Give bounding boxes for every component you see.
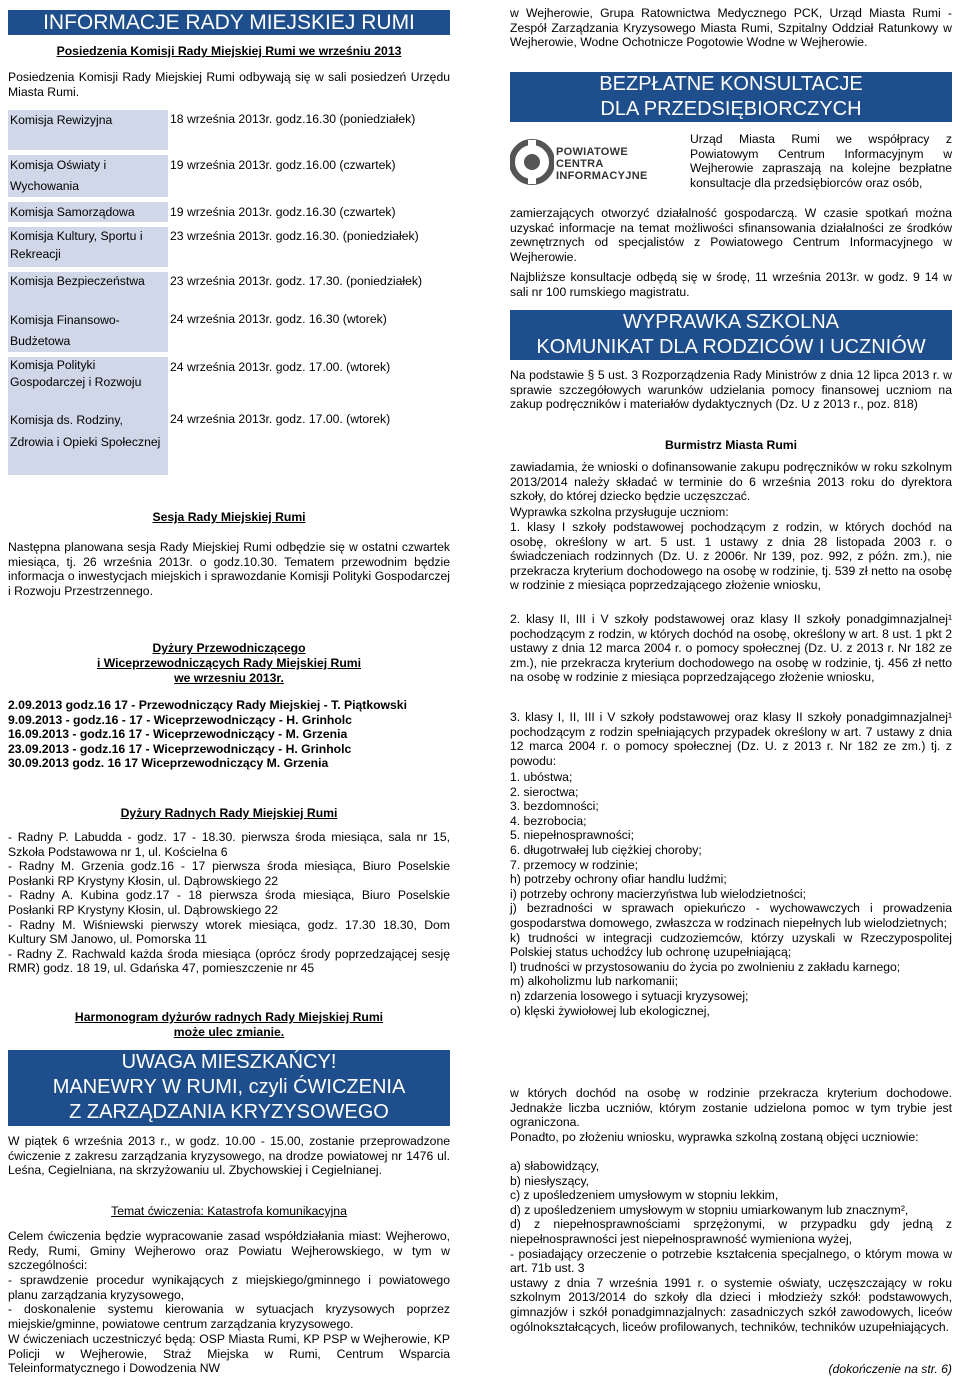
commission-name: Komisja Bezpieczeństwa [8,272,168,310]
manewry-banner [8,1050,450,1126]
commission-name: Komisja Samorządowa [8,202,168,222]
klasa-1-text: 1. klasy I szkoły podstawowej pochodzącym z rodzin, w których dochód na osobę, określony w art. 5 ust. 1 ustawy z dnia 28 listopada 2003 r. o świadczeniach rodzinnych (Dz. U. z 2006r. Nr 139, poz. 992, z późn. zm.), nie przekracza kryterium dochodowego na osobę w rodzinie, tj. 539 zł netto na osobę w rodzinie z miesiąca poprzedzającego złożenie wniosku, [510,520,952,593]
list-item: h) potrzeby ochrony ofiar handlu ludźmi; [510,872,727,887]
commission-date: 24 września 2013r. godz. 16.30 (wtorek) [170,312,387,326]
burmistrz-title: Burmistrz Miasta Rumi [664,438,798,452]
list-item: 2. sieroctwa; [510,784,579,799]
uwaga-line-1: UWAGA MIESZKAŃCY! [121,1051,337,1073]
list-item: o) klęski żywiołowej lub ekologicznej, [510,1003,710,1018]
temat-cwiczenia: Temat ćwiczenia: Katastrofa komunikacyjna [111,1204,347,1218]
banner-line-1: BEZPŁATNE KONSULTACJE [599,73,863,95]
list-item: 2.09.2013 godz.16 17 - Przewodniczący Rady Miejskiej - T. Piątkowski [8,698,407,712]
list-item: c) z upośledzeniem umysłowym w stopniu lekkim, [510,1188,779,1203]
list-item: ustawy z dnia 7 września 1991 r. o systemie oświaty, uczęszczający w roku szkolnym 2013/2014 do szkoły dla dzieci i młodzieży szkół: podstawowych, gimnazjów i szkół ponadgimnazjalnych: zasadniczych szkół zawodowych, liceów ogólnokształcących, liceów profilowanych, techników, techników uzupełniających. [510,1275,952,1334]
list-item: 30.09.2013 godz. 16 17 Wiceprzewodniczący M. Grzenia [8,756,329,771]
list-item: 4. bezrobocia; [510,813,587,828]
commission-date: 23 września 2013r. godz. 17.30. (poniedziałek) [170,274,423,288]
meetings-intro: Posiedzenia Komisji Rady Miejskiej Rumi odbywają się w sali posiedzeń Urzędu Miasta Rumi. [8,70,450,99]
session-title: Sesja Rady Miejskiej Rumi [152,510,306,524]
banner-line-2: KOMUNIKAT DLA RODZICÓW I UCZNIÓW [536,336,926,358]
pci-logo [510,132,678,192]
meetings-title: Posiedzenia Komisji Rady Miejskiej Rumi we wrześniu 2013 [56,44,402,58]
commission-date: 24 września 2013r. godz. 17.00. (wtorek) [170,412,391,426]
list-item: - Radny M. Grzenia godz.16 - 17 pierwsza środa miesiąca, Biuro Poselskie Posłanki RP Krystyny Kłosin, ul. Dąbrowskiego 22 [8,859,450,888]
commission-name: Komisja Polityki Gospodarczej i Rozwoju [8,357,168,409]
table-row [8,272,450,310]
radni-title: Dyżury Radnych Rady Miejskiej Rumi [120,806,338,820]
pci-logo-icon [510,134,554,190]
after-list-text: w których dochód na osobę w rodzinie przekracza kryterium dochodowe. Jednakże liczba uczniów, którym zostanie udzielona pomoc w tym trybie jest ograniczona. [510,1086,952,1130]
table-row [8,110,450,150]
commission-name: Komisja Rewizyjna [8,110,168,150]
duty-title-2: i Wiceprzewodniczących Rady Miejskiej Rumi [96,656,362,670]
council-header: INFORMACJE RADY MIEJSKIEJ RUMI [8,10,450,35]
list-item: k) trudności w integracji cudzoziemców, którzy uzyskali w Rzeczypospolitej Polskiej status uchodźcy lub ochronę uzupełniającą; [510,930,952,960]
list-item: l) trudności w przystosowaniu do życia po zwolnieniu z zakładu karnego; [510,959,901,974]
commission-name: Komisja Kultury, Sportu i Rekreacji [8,227,168,267]
commission-name: Komisja Oświaty i Wychowania [8,155,168,197]
list-item: - posiadający orzeczenie o potrzebie kształcenia specjalnego, o którym mowa w art. 71b ust. 3 [510,1246,952,1276]
table-row [8,155,450,197]
list-item: i) potrzeby ochrony macierzyństwa lub wielodzietności; [510,886,807,901]
list-item: m) alkoholizmu lub narkomanii; [510,974,678,989]
table-row [8,310,450,352]
commission-date: 23 września 2013r. godz.16.30. (poniedziałek) [170,229,419,243]
continuation-footer: (dokończenie na str. 6) [828,1362,952,1376]
list-item: - Radny Z. Rachwald każda środa miesiąca (oprócz środy poprzedzającej sesję RMR) godz. 18 19, ul. Gdańska 47, pomieszczenie nr 45 [8,946,450,976]
logo-line: CENTRA [556,158,604,170]
table-row [8,202,450,222]
radni-list [8,830,450,976]
list-item: d) z upośledzeniem umysłowym w stopniu umiarkowanym lub znacznym², [510,1202,909,1217]
harmonogram-2: może ulec zmianie. [173,1025,285,1039]
commission-name: Komisja Finansowo-Budżetowa [8,310,168,352]
list-item: a) słabowidzący, [510,1159,600,1173]
duty-title-1: Dyżury Przewodniczącego [152,641,306,655]
konsultacje-text: Urząd Miasta Rumi we współpracy z Powiatowym Centrum Informacyjnym w Wejherowie zapraszają na kolejne bezpłatne konsultacje dla przedsiębiorców oraz osób, [690,132,952,190]
banner-line-2: DLA PRZEDSIĘBIORCZYCH [600,98,862,120]
wyprawka-intro: Na podstawie § 5 ust. 3 Rozporządzenia Rady Ministrów z dnia 12 lipca 2013 r. w sprawie szczegółowych warunków udzielania pomocy finansowej uczniom na zakup podręczników i materiałów dydaktycznych (Dz. U z 2013 r., poz. 818) [510,368,952,412]
powody-list [510,770,952,1018]
table-row [8,409,450,475]
table-row [8,357,450,409]
logo-line: INFORMACYJNE [556,170,648,182]
list-item: d) z niepełnosprawnościami sprzężonymi, w przypadku gdy jedną z niepełnosprawności jest niepełnosprawność wymieniona wyżej, [510,1217,952,1246]
cel-text: Celem ćwiczenia będzie wypracowanie zasad współdziałania miast: Wejherowo, Redy, Rumi, Gminy Wejherowo oraz Powiatu Wejherowskiego, w tym w szczególności: [8,1229,450,1273]
list-item: 23.09.2013 - godz.16 17 - Wiceprzewodniczący - H. Grinholc [8,741,352,756]
list-item: 3. bezdomności; [510,799,599,814]
commission-date: 18 września 2013r. godz.16.30 (poniedziałek) [170,112,416,126]
konsultacje-banner [510,72,952,122]
uczniowie-list [510,1159,952,1334]
logo-line: POWIATOWE [556,146,628,158]
konsultacje-next: Najbliższe konsultacje odbędą się w środę, 11 września 2013r. w godz. 9 14 w sali nr 100 rumskiego magistratu. [510,270,952,299]
wyprawka-banner [510,310,952,360]
list-item: 9.09.2013 - godz.16 - 17 - Wiceprzewodniczący - H. Grinholc [8,712,352,727]
list-item: 1. ubóstwa; [510,770,573,784]
list-item: 16.09.2013 - godz.16 17 - Wiceprzewodniczący - M. Grzenia [8,727,348,742]
list-item: 7. przemocy w rodzinie; [510,857,639,872]
uczestnicy-text: W ćwiczeniach uczestniczyć będą: OSP Miasta Rumi, KP PSP w Wejherowie, KP Policji w Wejherowie, Straż Miejska w Rumi, Centrum Wsparcia Teleinformatycznego i Dowodzenia NW [8,1332,450,1376]
list-item: 6. długotrwałej lub ciężkiej choroby; [510,842,702,857]
list-item: 5. niepełnosprawności; [510,828,634,843]
list-item: - Radny A. Kubina godz.17 - 18 pierwsza środa miesiąca, Biuro Poselskie Posłanki RP Krystyny Kłosin, ul. Dąbrowskiego 22 [8,888,450,917]
konsultacje-text-2: zamierzających otworzyć działalność gospodarczą. W czasie spotkań można uzyskać informacje na temat możliwości sfinansowania działalności ze środków zewnętrznych od specjalistów z Powiatowego Centrum Informacyjnego w Wejherowie. [510,206,952,264]
ponadto-text: Ponadto, po złożeniu wniosku, wyprawka szkolną zostaną objęci uczniowie: [510,1130,919,1144]
duty-list [8,698,450,771]
manewry-text: W piątek 6 września 2013 r., w godz. 10.00 - 15.00, zostanie przeprowadzone ćwiczenie z zakresu zarządzania kryzysowego, na drodze powiatowej nr 1476 ul. Leśna, Cegielniana, na skrzyżowaniu ul. Zbychowskiej i Cegielnianej. [8,1134,450,1178]
cel-point-2: - doskonalenie systemu kierowania w sytuacjach kryzysowych poprzez miejskie/gminne, powiatowe centrum zarządzania kryzysowego. [8,1302,450,1331]
cel-point-1: - sprawdzenie procedur wynikających z miejskiego/gminnego i powiatowego planu zarządzania kryzysowego, [8,1273,450,1302]
uwaga-line-2: MANEWRY W RUMI, czyli ĆWICZENIA [52,1076,406,1098]
commission-date: 19 września 2013r. godz.16.30 (czwartek) [170,205,396,219]
harmonogram-1: Harmonogram dyżurów radnych Rady Miejskiej Rumi [74,1010,384,1024]
pci-logo-text [556,146,648,182]
list-item: - Radny P. Labudda - godz. 17 - 18.30. pierwsza środa miesiąca, sala nr 15, Szkoła Podstawowa nr 1, ul. Kościelna 6 [8,830,450,859]
klasa-2-text: 2. klasy II, III i V szkoły podstawowej oraz klasy II szkoły ponadgimnazjalnej¹ pochodzącym z rodzin, w których dochód na osobę, określony w art. 8 ust. 1 pkt 2 ustawy z dnia 12 marca 2004 r. o pomocy społecznej (Dz. U. z 2013 r. Nr 182 ze zm.), nie przekracza kryterium dochodowego na osobę w rodzinie, tj. 456 zł netto na osobę w rodzinie z miesiąca poprzedzającego złożenie wniosku, [510,612,952,685]
commission-date: 24 września 2013r. godz. 17.00. (wtorek) [170,360,391,374]
list-item: j) bezradności w sprawach opiekuńczo - wychowawczych i prowadzenia gospodarstwa domowego, zwłaszcza w rodzinach niepełnych lub wielodzietnych; [510,901,952,930]
list-item: n) zdarzenia losowego i sytuacji kryzysowej; [510,988,749,1003]
commission-date: 19 września 2013r. godz.16.00 (czwartek) [170,158,396,172]
duty-title-3: we wrzesniu 2013r. [174,671,284,685]
session-text: Następna planowana sesja Rady Miejskiej Rumi odbędzie się w ostatni czwartek miesiąca, tj. 26 września 2013r. o godz.10.30. Tematem przewodnim będzie informacja o inwestycjach miejskich i sprawozdanie Komisji Polityki Gospodarczej i Rozwoju Przestrzennego. [8,540,450,598]
continuation-text: w Wejherowie, Grupa Ratownictwa Medycznego PCK, Urząd Miasta Rumi - Zespół Zarządzania Kryzysowego Miasta Rumi, Szpitalny Oddział Ratunkowy w Wejherowie, Wodne Ochotnicze Pogotowie Wodne w Wejherowie. [510,6,952,50]
list-item: b) niesłyszący, [510,1173,590,1188]
banner-line-1: WYPRAWKA SZKOLNA [623,311,839,333]
commissions-table [8,110,450,475]
przysluguje-text: Wyprawka szkolna przysługuje uczniom: [510,505,729,519]
klasa-3-text: 3. klasy I, II, III i V szkoły podstawowej oraz klasy II szkoły ponadgimnazjalnej¹ pochodzącym z rodzin spełniających przypadek określony w art. 7 ustawy z dnia 12 marca 2004 r. o pomocy społecznej (Dz. U. z 2013 r. Nr 182 ze zm.) tj. z powodu: [510,710,952,768]
commission-name: Komisja ds. Rodziny, Zdrowia i Opieki Społecznej [8,409,168,475]
list-item: - Radny M. Wiśniewski pierwszy wtorek miesiąca, godz. 17.30 18.30, Dom Kultury SM Janowo, ul. Pomorska 11 [8,917,450,947]
table-row [8,227,450,267]
zawiadamia-text: zawiadamia, że wnioski o dofinansowanie zakupu podręczników w roku szkolnym 2013/2014 należy składać w terminie do 6 września 2013 roku do dyrektora szkoły, do której dziecko będzie uczęszczać. [510,460,952,504]
uwaga-line-3: Z ZARZĄDZANIA KRYZYSOWEGO [69,1101,389,1123]
